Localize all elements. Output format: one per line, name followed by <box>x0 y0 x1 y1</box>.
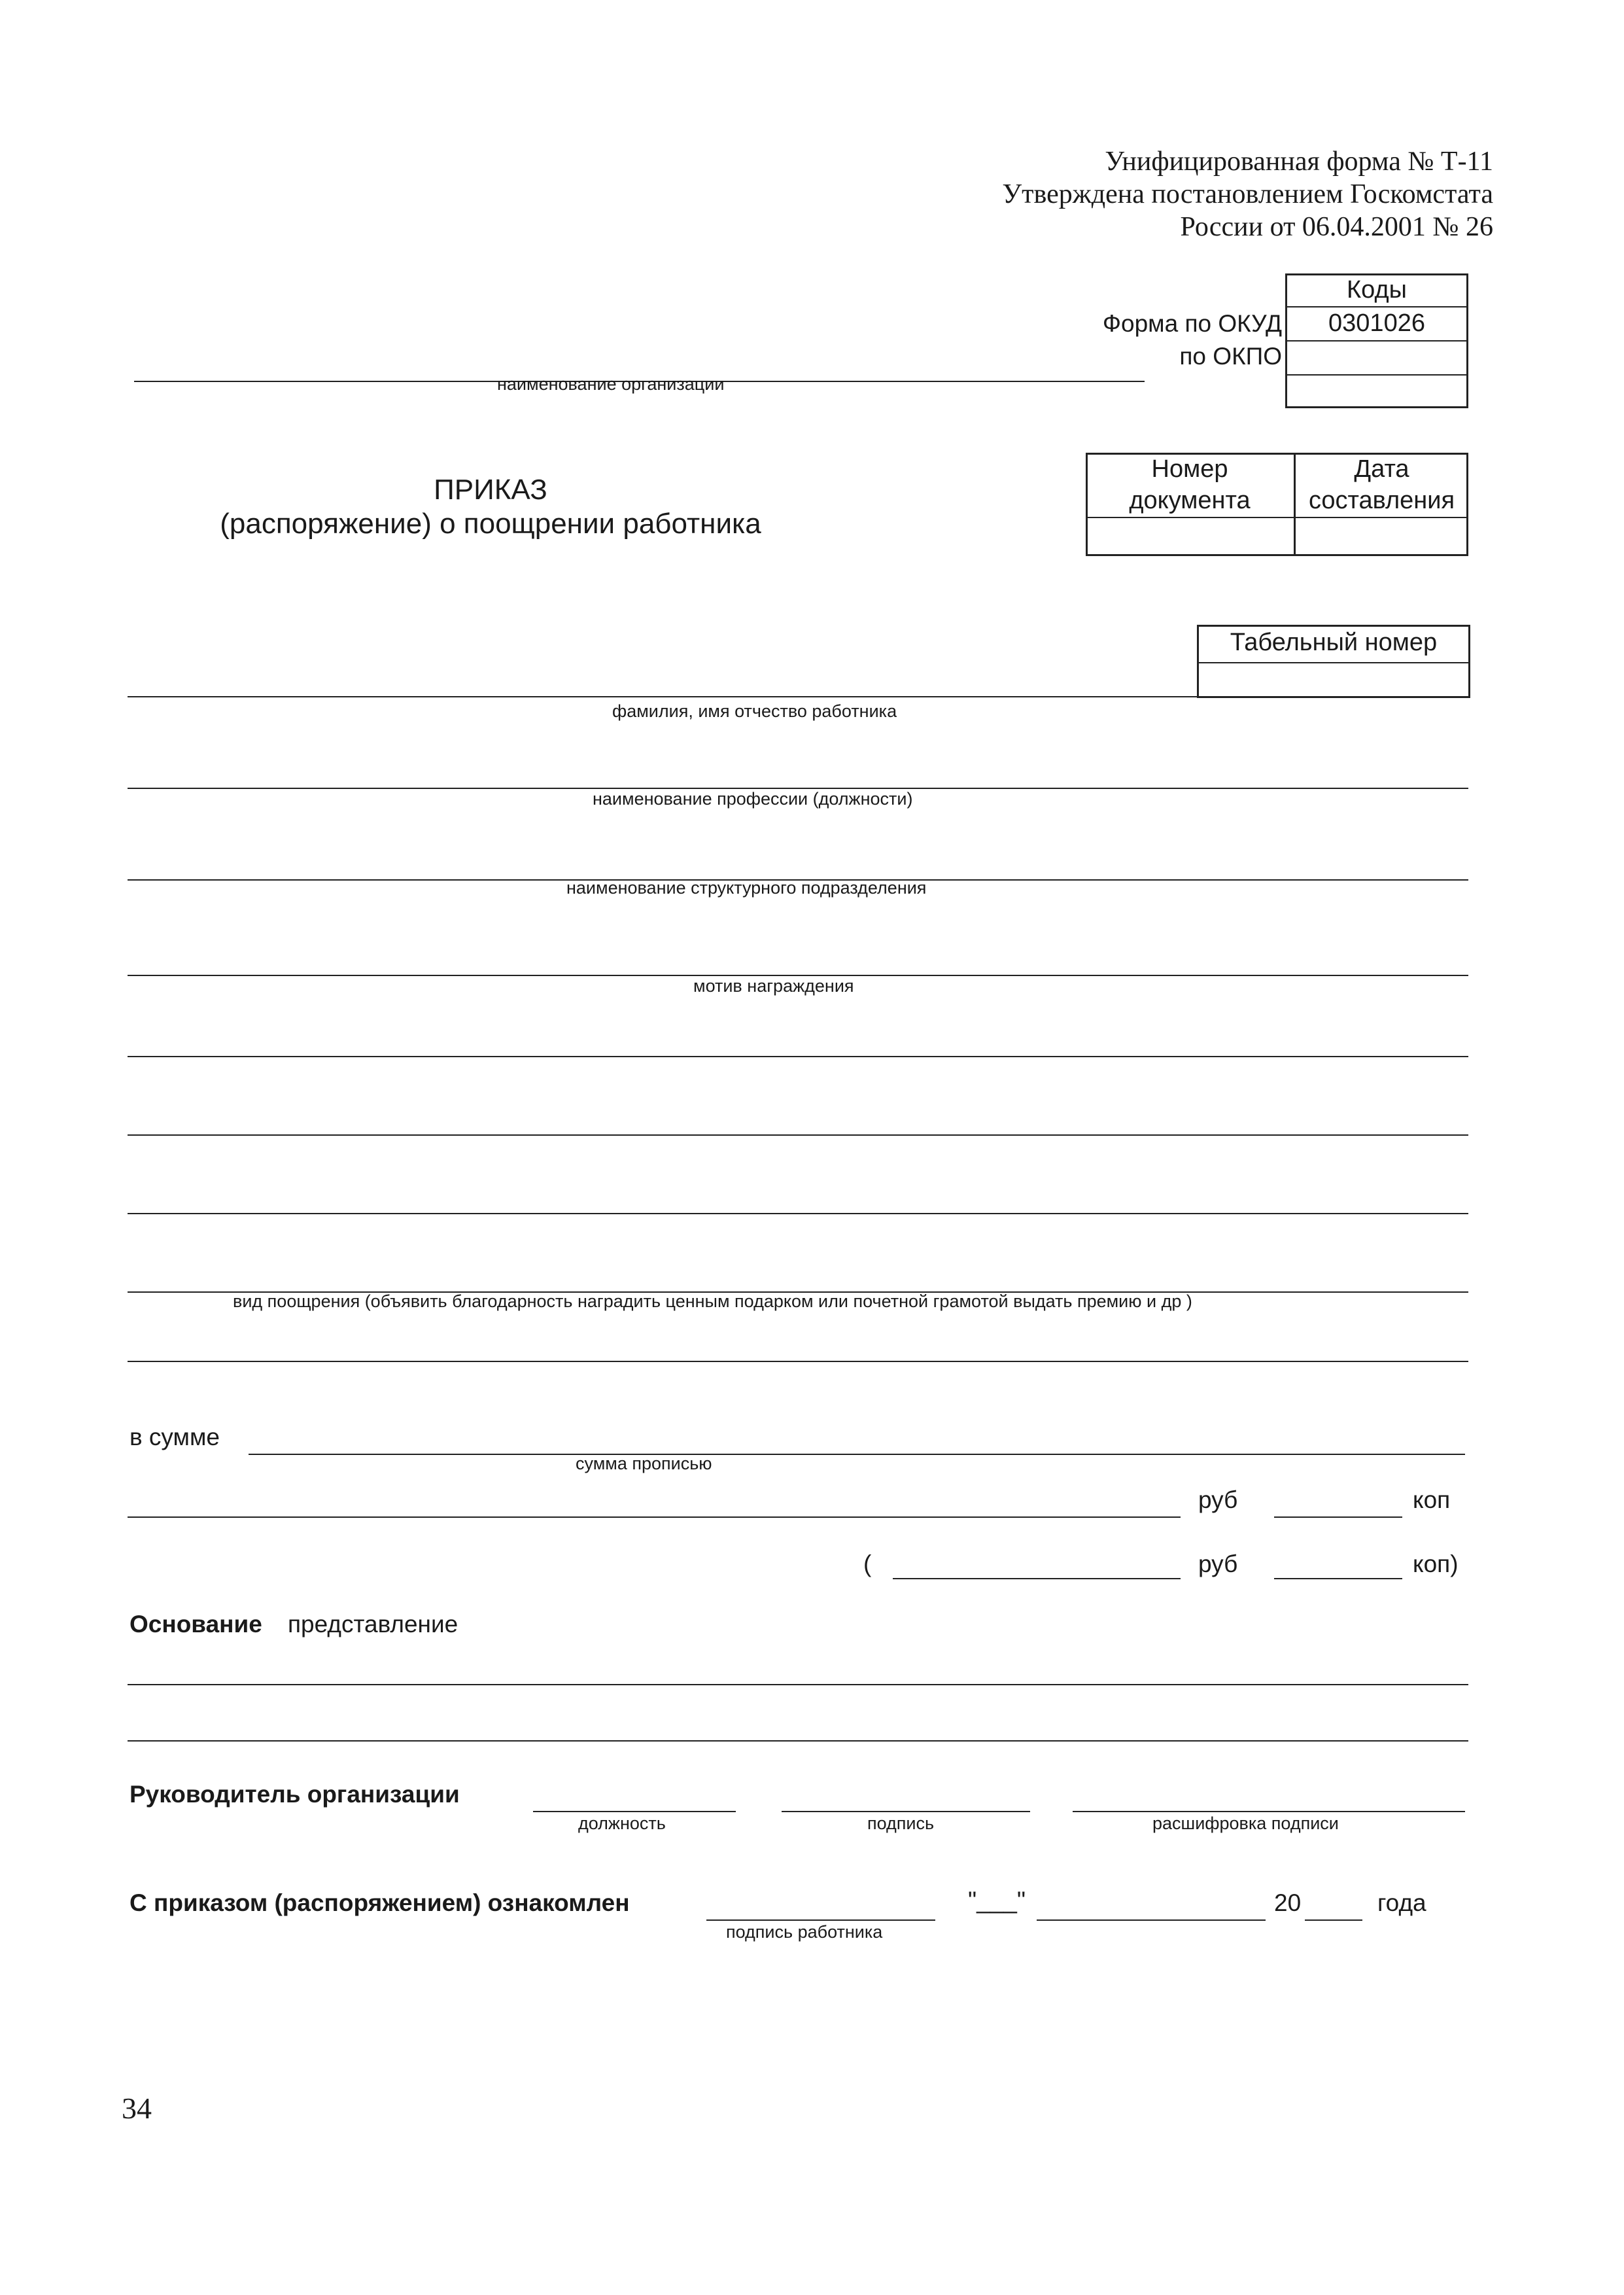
page-title: ПРИКАЗ <box>434 474 547 506</box>
organization-caption: наименование организации <box>497 374 725 394</box>
amount-rub-figures-field[interactable] <box>893 1578 1181 1579</box>
acquainted-text: С приказом (распоряжением) ознакомлен <box>130 1889 630 1916</box>
motive-line-3[interactable] <box>128 1134 1468 1136</box>
acquainted-label <box>130 1889 630 1917</box>
okud-label: Форма по ОКУД <box>1102 310 1282 337</box>
motive-line-4[interactable] <box>128 1213 1468 1214</box>
reward-type-line-2[interactable] <box>128 1361 1468 1362</box>
head-label: Руководитель организации <box>130 1781 460 1808</box>
head-decoding-caption: расшифровка подписи <box>1152 1813 1339 1833</box>
page-number: 34 <box>122 2092 152 2125</box>
year-suffix: года <box>1377 1889 1426 1916</box>
head-signature-field[interactable] <box>782 1811 1030 1812</box>
rub-label: руб <box>1198 1486 1238 1513</box>
kop-close-label: коп) <box>1413 1550 1459 1577</box>
rub-label-2: руб <box>1198 1550 1238 1577</box>
kop-label: коп <box>1413 1486 1451 1513</box>
amount-rub-field[interactable] <box>128 1516 1181 1518</box>
head-decoding-field[interactable] <box>1073 1811 1465 1812</box>
basis-line-1[interactable] <box>128 1684 1468 1685</box>
codes-title: Коды <box>1347 276 1407 304</box>
okpo-label: по ОКПО <box>1179 343 1282 370</box>
basis-label: Основание <box>130 1611 262 1638</box>
motive-caption: мотив награждения <box>693 976 854 996</box>
okud-code[interactable]: 0301026 <box>1328 309 1425 337</box>
tab-number-label: Табельный номер <box>1230 629 1438 656</box>
fio-field[interactable] <box>128 696 1198 697</box>
employee-signature-field[interactable] <box>706 1919 935 1921</box>
year-field[interactable] <box>1305 1919 1362 1921</box>
amount-words-caption: сумма прописью <box>576 1454 712 1473</box>
doc-date-header-1: Дата <box>1354 455 1409 483</box>
employee-signature-caption: подпись работника <box>726 1922 883 1942</box>
head-position-caption: должность <box>578 1813 666 1833</box>
year-prefix: 20 <box>1274 1889 1302 1916</box>
day-field[interactable]: "___" <box>968 1887 1026 1914</box>
basis-value: представление <box>288 1611 458 1638</box>
head-signature-caption: подпись <box>867 1813 935 1833</box>
motive-line-2[interactable] <box>128 1056 1468 1057</box>
amount-kop-field[interactable] <box>1274 1516 1402 1518</box>
page-subtitle: (распоряжение) о поощрении работника <box>220 508 761 540</box>
amount-label: в сумме <box>130 1424 220 1450</box>
department-caption: наименование структурного подразделения <box>566 878 927 898</box>
fio-caption: фамилия, имя отчество работника <box>612 701 897 721</box>
paren-open: ( <box>863 1550 872 1577</box>
form-code-line: Унифицированная форма № Т-11 <box>1105 147 1493 177</box>
doc-number-header-2: документа <box>1129 487 1251 514</box>
amount-words-field[interactable] <box>249 1454 1465 1455</box>
reward-type-caption: вид поощрения (объявить благодарность наградить ценным подарком или почетной грамотой выдать премию и др ) <box>233 1291 1192 1311</box>
amount-kop-figures-field[interactable] <box>1274 1578 1402 1579</box>
approval-date-line: России от 06.04.2001 № 26 <box>1180 212 1493 242</box>
head-position-field[interactable] <box>533 1811 736 1812</box>
doc-number-header-1: Номер <box>1151 455 1228 483</box>
basis-line-2[interactable] <box>128 1740 1468 1742</box>
profession-caption: наименование профессии (должности) <box>593 789 913 809</box>
month-field[interactable] <box>1037 1919 1266 1921</box>
approval-line: Утверждена постановлением Госкомстата <box>1002 179 1493 209</box>
doc-date-header-2: составления <box>1308 487 1455 514</box>
